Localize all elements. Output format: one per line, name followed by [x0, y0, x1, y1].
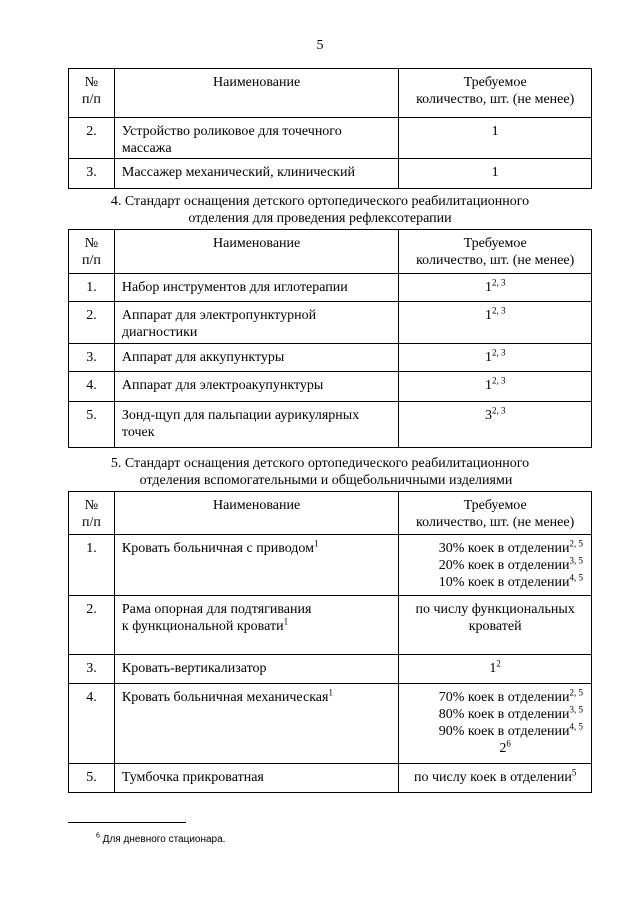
page-number: 5 [316, 38, 324, 53]
table-row [69, 655, 592, 684]
row-number: 2. [69, 302, 115, 344]
reflexotherapy-table [68, 229, 592, 448]
table-row [69, 159, 592, 189]
row-qty: 3$^{2, 3}$ [399, 402, 592, 448]
header-num: № п/п [69, 492, 115, 535]
header-qty: Требуемое количество, шт. (не менее) [399, 492, 592, 535]
row-name: Кровать больничная механическая$^1$ [114, 684, 398, 764]
row-number: 4. [69, 372, 115, 402]
table-row [69, 402, 592, 448]
table-row [69, 372, 592, 402]
header-num: № п/п [69, 230, 115, 274]
footnote: $^6$ Для дневного стационара. [96, 832, 226, 845]
table-row [69, 302, 592, 344]
row-qty: 1 [399, 118, 592, 159]
row-qty: 1$^{2, 3}$ [399, 372, 592, 402]
row-qty: по числу коек в отделении$^5$ [399, 764, 592, 793]
row-qty: 30% коек в отделении$^{2, 5}$ 20% коек в отделении$^{3, 5}$ 10% коек в отделении$^{4, 5}$ [399, 535, 592, 596]
table-row [69, 344, 592, 372]
footnote-separator [68, 822, 186, 823]
header-name: Наименование [114, 69, 398, 118]
row-name: Кровать-вертикализатор [114, 655, 398, 684]
header-name: Наименование [114, 492, 398, 535]
header-qty: Требуемое количество, шт. (не менее) [399, 230, 592, 274]
row-qty: 1 [399, 159, 592, 189]
row-name: Массажер механический, клинический [114, 159, 398, 189]
row-qty: 1$^{2, 3}$ [399, 344, 592, 372]
row-number: 3. [69, 159, 115, 189]
table-row [69, 684, 592, 764]
header-num: № п/п [69, 69, 115, 118]
row-number: 2. [69, 118, 115, 159]
section-4-heading: 4. Стандарт оснащения детского ортопедического реабилитационного отделения для проведения рефлексотерапии [110, 194, 530, 226]
header-name: Наименование [114, 230, 399, 274]
row-name: Аппарат для электроакупунктуры [114, 372, 399, 402]
row-number: 5. [69, 764, 115, 793]
table-header-row [69, 69, 592, 118]
table-header-row [69, 230, 592, 274]
table-row [69, 596, 592, 655]
row-name: Аппарат для аккупунктуры [114, 344, 399, 372]
row-qty: 1$^{2, 3}$ [399, 302, 592, 344]
table-header-row [69, 492, 592, 535]
row-name: Устройство роликовое для точечного массажа [114, 118, 398, 159]
row-name: Кровать больничная с приводом$^1$ [114, 535, 398, 596]
row-number: 1. [69, 535, 115, 596]
auxiliary-equipment-table [68, 491, 592, 793]
table-row [69, 118, 592, 159]
row-number: 2. [69, 596, 115, 655]
row-qty: по числу функциональных кроватей [399, 596, 592, 655]
row-name: Рама опорная для подтягивания к функциональной кровати$^1$ [114, 596, 398, 655]
table-row [69, 764, 592, 793]
row-name: Тумбочка прикроватная [114, 764, 398, 793]
row-number: 5. [69, 402, 115, 448]
row-number: 3. [69, 655, 115, 684]
row-name: Зонд-щуп для пальпации аурикулярных точек [114, 402, 399, 448]
header-qty: Требуемое количество, шт. (не менее) [399, 69, 592, 118]
row-qty: 1$^{2, 3}$ [399, 274, 592, 302]
row-qty: 70% коек в отделении$^{2, 5}$ 80% коек в отделении$^{3, 5}$ 90% коек в отделении$^{4, 5}$ $2^6$ [399, 684, 592, 764]
row-number: 1. [69, 274, 115, 302]
table-row [69, 535, 592, 596]
table-row [69, 274, 592, 302]
row-number: 3. [69, 344, 115, 372]
row-number: 4. [69, 684, 115, 764]
row-name: Набор инструментов для иглотерапии [114, 274, 399, 302]
row-name: Аппарат для электропунктурной диагностики [114, 302, 399, 344]
row-qty: $1^2$ [399, 655, 592, 684]
section-5-heading: 5. Стандарт оснащения детского ортопедического реабилитационного отделения вспомогательными и общебольничными изделиями [110, 456, 530, 488]
equipment-table-continued [68, 68, 592, 189]
